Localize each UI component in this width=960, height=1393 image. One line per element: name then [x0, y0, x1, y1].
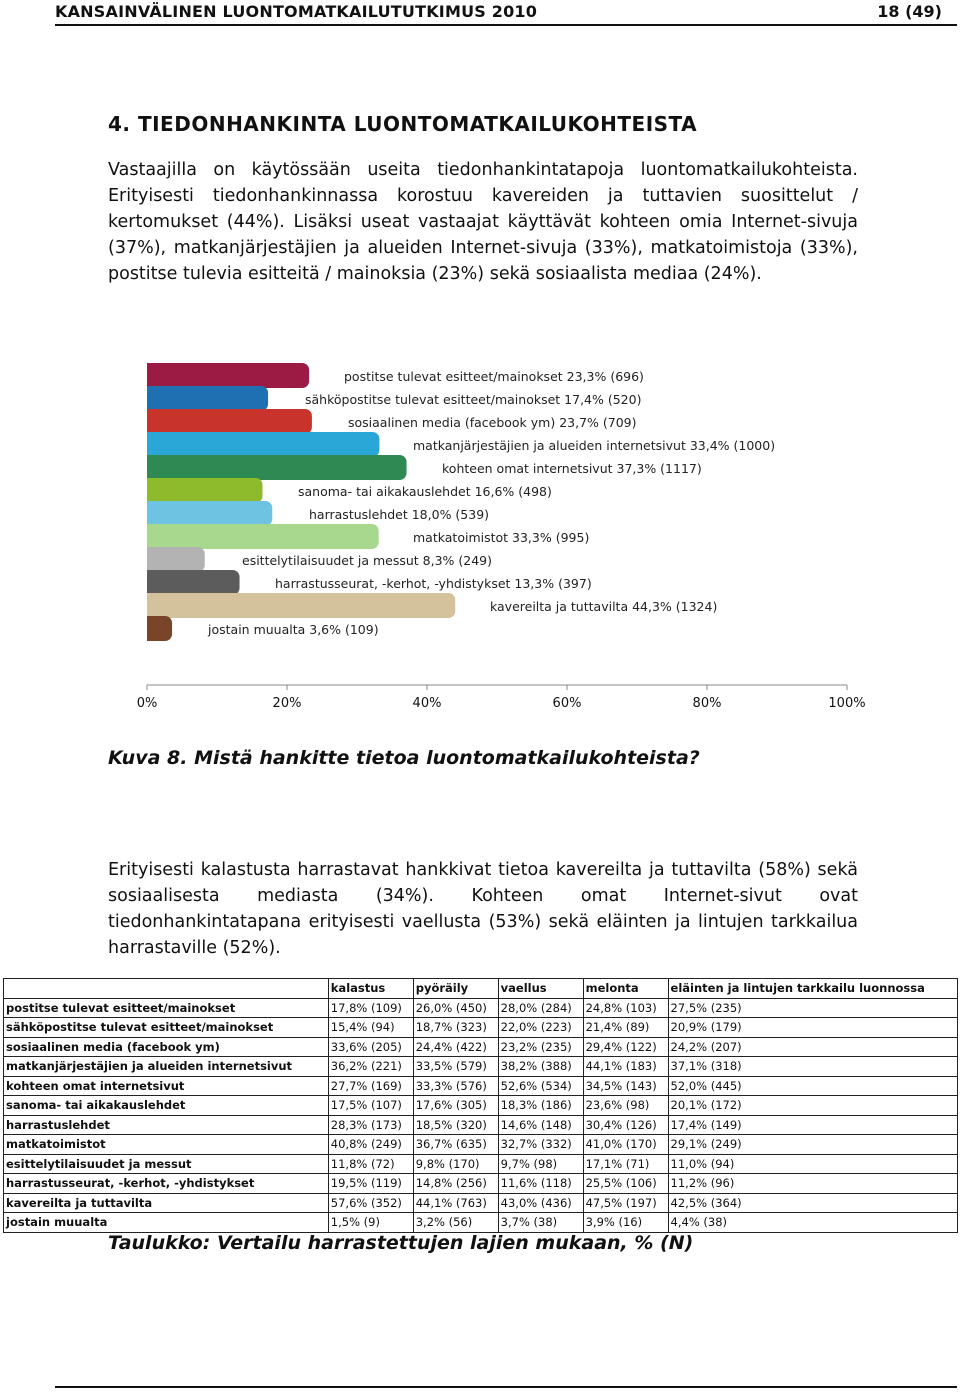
table-cell: 29,4% (122)	[583, 1037, 668, 1057]
table-cell: 3,2% (56)	[413, 1213, 498, 1233]
table-cell: 20,1% (172)	[668, 1096, 957, 1116]
bar-label-0: postitse tulevat esitteet/mainokset 23,3% (696)	[344, 369, 644, 384]
x-tick-label-4: 80%	[692, 696, 722, 711]
table-row	[4, 1018, 958, 1038]
bar-left-edge-5	[147, 478, 157, 503]
row-label: esittelytilaisuudet ja messut	[4, 1154, 329, 1174]
table-cell: 17,8% (109)	[328, 998, 413, 1018]
x-tick-label-3: 60%	[552, 696, 582, 711]
bar-label-10: kavereilta ja tuttavilta 44,3% (1324)	[490, 599, 718, 614]
bar-2	[147, 409, 312, 434]
table-header-row	[4, 979, 958, 999]
table-cell: 15,4% (94)	[328, 1018, 413, 1038]
table-cell: 41,0% (170)	[583, 1135, 668, 1155]
table-cell: 9,8% (170)	[413, 1154, 498, 1174]
document-header-title: KANSAINVÄLINEN LUONTOMATKAILUTUTKIMUS 2010	[55, 2, 538, 21]
bar-label-8: esittelytilaisuudet ja messut 8,3% (249)	[242, 553, 493, 568]
column-header	[4, 979, 329, 999]
row-label: postitse tulevat esitteet/mainokset	[4, 998, 329, 1018]
x-tick-label-0: 0%	[136, 696, 158, 711]
table-row	[4, 1135, 958, 1155]
bar-left-edge-7	[147, 524, 157, 549]
bar-label-4: kohteen omat internetsivut 37,3% (1117)	[442, 461, 702, 476]
table-cell: 30,4% (126)	[583, 1115, 668, 1135]
table-cell: 43,0% (436)	[498, 1193, 583, 1213]
table-cell: 29,1% (249)	[668, 1135, 957, 1155]
intro-paragraph: Vastaajilla on käytössään useita tiedonhankintatapoja luontomatkailukohteista. Erityisesti tiedonhankinnassa korostuu kavereiden ja tuttavien suosittelut / kertomukset (44%). Lisäksi useat vastaajat käyttävät kohteen omia Internet-sivuja (37%), matkanjärjestäjien ja alueiden Internet-sivuja (33%), matkatoimistoja (33%), postitse tulevia esitteitä / mainoksia (23%) sekä sosiaalista mediaa (24%).	[108, 160, 858, 284]
bar-left-edge-4	[147, 455, 157, 480]
bar-left-edge-3	[147, 432, 157, 457]
table-cell: 21,4% (89)	[583, 1018, 668, 1038]
bar-label-3: matkanjärjestäjien ja alueiden internetsivut 33,4% (1000)	[413, 438, 776, 453]
column-header: pyöräily	[413, 979, 498, 999]
bar-6	[147, 501, 272, 526]
section-title: 4. TIEDONHANKINTA LUONTOMATKAILUKOHTEISTA	[108, 112, 698, 136]
table-cell: 18,3% (186)	[498, 1096, 583, 1116]
bar-9	[147, 570, 240, 595]
table-row	[4, 1037, 958, 1057]
bar-left-edge-1	[147, 386, 157, 411]
bar-left-edge-9	[147, 570, 157, 595]
table-cell: 28,3% (173)	[328, 1115, 413, 1135]
table-cell: 24,4% (422)	[413, 1037, 498, 1057]
table-cell: 24,8% (103)	[583, 998, 668, 1018]
bar-4	[147, 455, 407, 480]
table-cell: 4,4% (38)	[668, 1213, 957, 1233]
figure-caption: Kuva 8. Mistä hankitte tietoa luontomatkailukohteista?	[108, 747, 700, 769]
footer-rule	[55, 1386, 957, 1388]
bar-label-1: sähköpostitse tulevat esitteet/mainokset 17,4% (520)	[305, 392, 642, 407]
row-label: jostain muualta	[4, 1213, 329, 1233]
table-cell: 17,5% (107)	[328, 1096, 413, 1116]
row-label: kohteen omat internetsivut	[4, 1076, 329, 1096]
row-label: harrastuslehdet	[4, 1115, 329, 1135]
table-row	[4, 1193, 958, 1213]
column-header: vaellus	[498, 979, 583, 999]
x-axis-ticks	[137, 685, 866, 711]
row-label: matkatoimistot	[4, 1135, 329, 1155]
table-cell: 33,6% (205)	[328, 1037, 413, 1057]
table-cell: 44,1% (763)	[413, 1193, 498, 1213]
x-tick-label-1: 20%	[272, 696, 302, 711]
bar-left-edge-0	[147, 363, 157, 388]
row-label: sähköpostitse tulevat esitteet/mainokset	[4, 1018, 329, 1038]
table-cell: 32,7% (332)	[498, 1135, 583, 1155]
bar-left-edge-10	[147, 593, 157, 618]
table-cell: 25,5% (106)	[583, 1174, 668, 1194]
column-header: melonta	[583, 979, 668, 999]
table-cell: 14,6% (148)	[498, 1115, 583, 1135]
header-rule	[55, 24, 957, 26]
table-cell: 47,5% (197)	[583, 1193, 668, 1213]
table-cell: 27,5% (235)	[668, 998, 957, 1018]
information-sources-chart	[100, 355, 890, 730]
table-cell: 1,5% (9)	[328, 1213, 413, 1233]
column-header: kalastus	[328, 979, 413, 999]
table-cell: 36,2% (221)	[328, 1057, 413, 1077]
table-cell: 9,7% (98)	[498, 1154, 583, 1174]
row-label: kavereilta ja tuttavilta	[4, 1193, 329, 1213]
table-cell: 17,1% (71)	[583, 1154, 668, 1174]
bar-1	[147, 386, 268, 411]
bar-0	[147, 363, 309, 388]
table-row	[4, 1076, 958, 1096]
row-label: matkanjärjestäjien ja alueiden internetsivut	[4, 1057, 329, 1077]
table-cell: 52,6% (534)	[498, 1076, 583, 1096]
comparison-paragraph: Erityisesti kalastusta harrastavat hankkivat tietoa kavereilta ja tuttavilta (58%) sekä sosiaalisesta mediasta (34%). Kohteen omat Internet-sivut ovat tiedonhankintatapana erityisesti vaellusta (53%) sekä eläinten ja lintujen tarkkailua harrastaville (52%).	[108, 860, 858, 958]
bar-left-edge-2	[147, 409, 157, 434]
table-cell: 14,8% (256)	[413, 1174, 498, 1194]
table-cell: 26,0% (450)	[413, 998, 498, 1018]
table-cell: 19,5% (119)	[328, 1174, 413, 1194]
bar-label-9: harrastusseurat, -kerhot, -yhdistykset 13,3% (397)	[275, 576, 592, 591]
bar-left-edge-8	[147, 547, 157, 572]
table-cell: 44,1% (183)	[583, 1057, 668, 1077]
table-cell: 22,0% (223)	[498, 1018, 583, 1038]
bar-10	[147, 593, 455, 618]
row-label: harrastusseurat, -kerhot, -yhdistykset	[4, 1174, 329, 1194]
table-cell: 18,5% (320)	[413, 1115, 498, 1135]
bar-label-6: harrastuslehdet 18,0% (539)	[309, 507, 490, 522]
row-label: sosiaalinen media (facebook ym)	[4, 1037, 329, 1057]
row-label: sanoma- tai aikakauslehdet	[4, 1096, 329, 1116]
table-cell: 24,2% (207)	[668, 1037, 957, 1057]
table-row	[4, 998, 958, 1018]
table-cell: 42,5% (364)	[668, 1193, 957, 1213]
table-cell: 11,6% (118)	[498, 1174, 583, 1194]
table-row	[4, 1154, 958, 1174]
bar-5	[147, 478, 263, 503]
table-cell: 40,8% (249)	[328, 1135, 413, 1155]
table-cell: 52,0% (445)	[668, 1076, 957, 1096]
bar-label-5: sanoma- tai aikakauslehdet 16,6% (498)	[298, 484, 552, 499]
x-tick-label-2: 40%	[412, 696, 442, 711]
table-row	[4, 1096, 958, 1116]
table-cell: 18,7% (323)	[413, 1018, 498, 1038]
bar-7	[147, 524, 379, 549]
table-body	[4, 998, 958, 1232]
table-cell: 17,6% (305)	[413, 1096, 498, 1116]
table-row	[4, 1213, 958, 1233]
table-cell: 3,7% (38)	[498, 1213, 583, 1233]
table-cell: 33,5% (579)	[413, 1057, 498, 1077]
table-cell: 3,9% (16)	[583, 1213, 668, 1233]
column-header: eläinten ja lintujen tarkkailu luonnossa	[668, 979, 957, 999]
bar-label-11: jostain muualta 3,6% (109)	[208, 622, 379, 637]
page-number: 18 (49)	[877, 2, 942, 21]
bar-left-edge-11	[147, 616, 157, 641]
x-tick-label-5: 100%	[828, 696, 866, 711]
table-cell: 11,0% (94)	[668, 1154, 957, 1174]
table-cell: 34,5% (143)	[583, 1076, 668, 1096]
bar-left-edge-6	[147, 501, 157, 526]
table-row	[4, 1057, 958, 1077]
bar-label-2: sosiaalinen media (facebook ym) 23,7% (709)	[348, 415, 637, 430]
table-cell: 28,0% (284)	[498, 998, 583, 1018]
table-cell: 20,9% (179)	[668, 1018, 957, 1038]
table-cell: 11,8% (72)	[328, 1154, 413, 1174]
table-cell: 23,6% (98)	[583, 1096, 668, 1116]
table-cell: 38,2% (388)	[498, 1057, 583, 1077]
table-row	[4, 1115, 958, 1135]
table-cell: 36,7% (635)	[413, 1135, 498, 1155]
table-row	[4, 1174, 958, 1194]
table-caption: Taulukko: Vertailu harrastettujen lajien mukaan, % (N)	[108, 1232, 694, 1254]
bar-3	[147, 432, 379, 457]
table-cell: 23,2% (235)	[498, 1037, 583, 1057]
table-cell: 33,3% (576)	[413, 1076, 498, 1096]
bar-label-7: matkatoimistot 33,3% (995)	[413, 530, 590, 545]
table-cell: 27,7% (169)	[328, 1076, 413, 1096]
table-cell: 37,1% (318)	[668, 1057, 957, 1077]
table-cell: 17,4% (149)	[668, 1115, 957, 1135]
table-cell: 57,6% (352)	[328, 1193, 413, 1213]
table-cell: 11,2% (96)	[668, 1174, 957, 1194]
comparison-table	[3, 978, 958, 1233]
